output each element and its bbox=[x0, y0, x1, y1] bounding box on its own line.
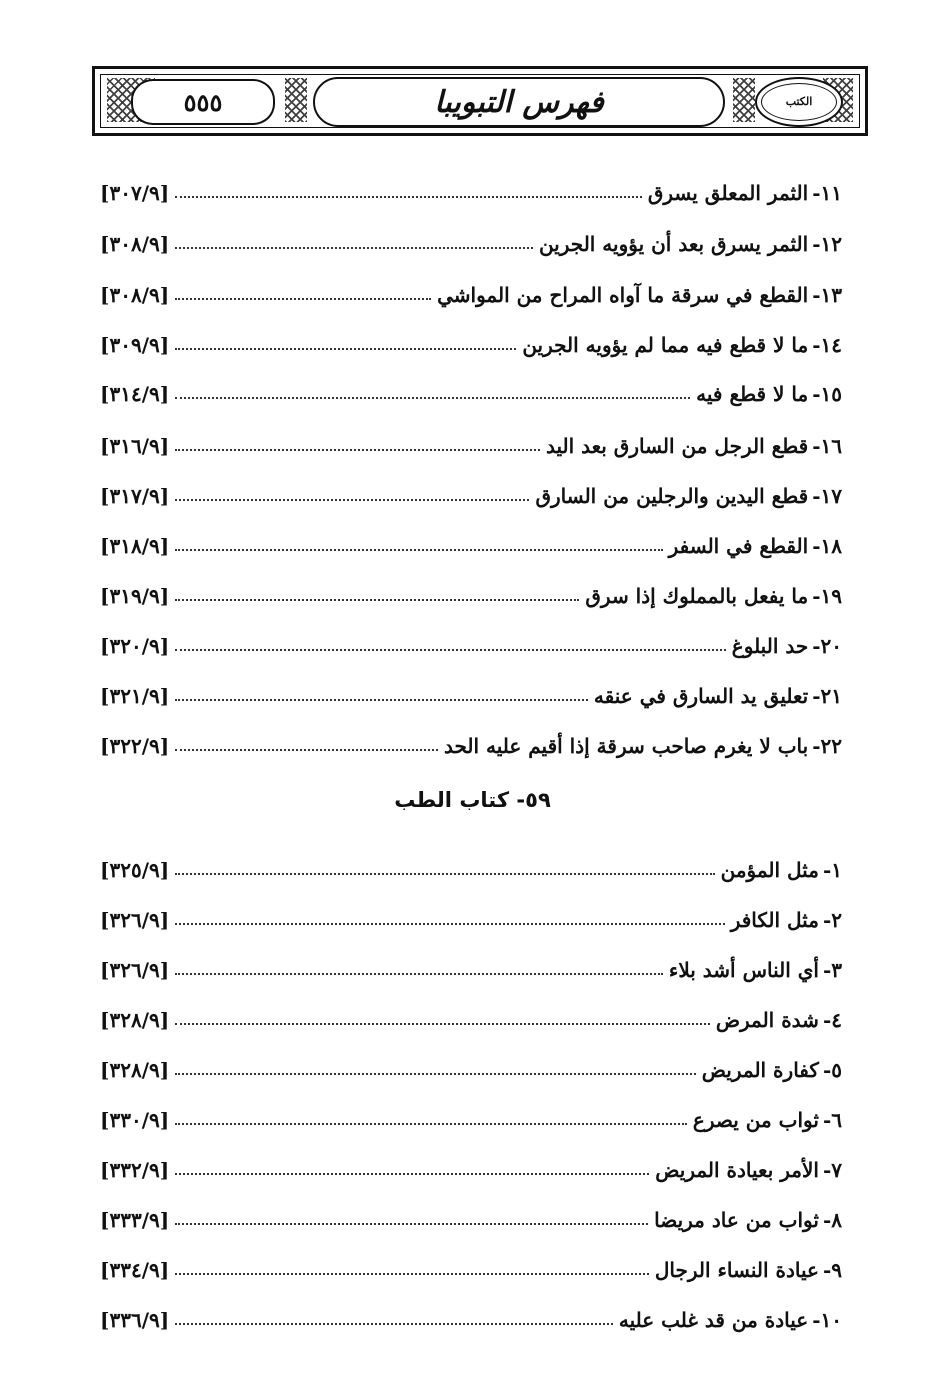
entry-reference: [٣٠٧/٩] bbox=[100, 181, 170, 205]
entry-title: تعليق يد السارق في عنقه bbox=[593, 684, 809, 708]
entry-number: ٤- bbox=[822, 1008, 842, 1032]
entry-title: القطع في سرقة ما آواه المراح من المواشي bbox=[437, 283, 809, 307]
ornament-pattern-mid-left bbox=[285, 78, 307, 122]
entry-reference: [٣٣٢/٩] bbox=[100, 1158, 170, 1182]
toc-entry bbox=[100, 516, 842, 556]
entry-number: ١٢- bbox=[812, 232, 842, 256]
dot-leader bbox=[175, 1073, 696, 1075]
entry-reference: [٣١٩/٩] bbox=[100, 584, 170, 608]
entry-number: ٩- bbox=[822, 1258, 842, 1282]
entry-title: عيادة من قد غلب عليه bbox=[618, 1308, 809, 1332]
dot-leader bbox=[175, 649, 726, 651]
entry-number: ٣- bbox=[822, 958, 842, 982]
entry-title: ما لا قطع فيه bbox=[696, 382, 809, 406]
entry-number: ١١- bbox=[812, 181, 842, 205]
page-number: ٥٥٥ bbox=[183, 87, 223, 117]
entry-number: ٥- bbox=[822, 1058, 842, 1082]
entry-reference: [٣٢٢/٩] bbox=[100, 734, 170, 758]
entry-reference: [٣٠٨/٩] bbox=[100, 232, 170, 256]
entry-number: ٢- bbox=[822, 908, 842, 932]
entry-number: ٦- bbox=[822, 1108, 842, 1132]
dot-leader bbox=[175, 298, 431, 300]
entry-title: ما لا قطع فيه مما لم يؤويه الجرين bbox=[522, 333, 809, 357]
entry-number: ١٩- bbox=[812, 584, 842, 608]
entry-reference: [٣١٦/٩] bbox=[100, 434, 170, 458]
entry-reference: [٣١٧/٩] bbox=[100, 484, 170, 508]
dot-leader bbox=[175, 247, 533, 249]
toc-entry bbox=[100, 416, 842, 456]
entry-number: ٢١- bbox=[812, 684, 842, 708]
entry-reference: [٣٢٠/٩] bbox=[100, 634, 170, 658]
entry-title: ثواب من يصرع bbox=[692, 1108, 819, 1132]
entry-title: مثل الكافر bbox=[730, 908, 819, 932]
section-heading: ٥٩- كتاب الطب bbox=[394, 788, 551, 812]
entry-number: ١٠- bbox=[812, 1308, 842, 1332]
toc-entry bbox=[100, 890, 842, 930]
entry-number: ١٧- bbox=[812, 484, 842, 508]
entry-title: شدة المرض bbox=[715, 1008, 819, 1032]
entry-reference: [٣٣٤/٩] bbox=[100, 1258, 170, 1282]
entry-title: باب لا يغرم صاحب سرقة إذا أقيم عليه الحد bbox=[443, 734, 809, 758]
entry-title: ما يفعل بالمملوك إذا سرق bbox=[585, 584, 809, 608]
entry-reference: [٣١٨/٩] bbox=[100, 534, 170, 558]
entry-title: الثمر يسرق بعد أن يؤويه الجرين bbox=[538, 232, 809, 256]
toc-entry bbox=[100, 666, 842, 706]
emblem-text: الكتب bbox=[785, 94, 813, 108]
entry-reference: [٣٠٩/٩] bbox=[100, 333, 170, 357]
entry-number: ١٨- bbox=[812, 534, 842, 558]
dot-leader bbox=[175, 599, 579, 601]
entry-title: الثمر المعلق يسرق bbox=[647, 181, 809, 205]
toc-entry bbox=[100, 364, 842, 404]
dot-leader bbox=[175, 923, 724, 925]
dot-leader bbox=[175, 348, 516, 350]
entry-title: مثل المؤمن bbox=[720, 858, 819, 882]
entry-title: القطع في السفر bbox=[668, 534, 809, 558]
page-header bbox=[92, 66, 868, 136]
dot-leader bbox=[175, 1123, 687, 1125]
entry-title: عيادة النساء الرجال bbox=[654, 1258, 819, 1282]
emblem-ring bbox=[761, 83, 837, 121]
dot-leader bbox=[175, 1273, 649, 1275]
toc-entry bbox=[100, 990, 842, 1030]
entry-number: ٢٠- bbox=[812, 634, 842, 658]
entry-number: ١٦- bbox=[812, 434, 842, 458]
entry-number: ٨- bbox=[822, 1208, 842, 1232]
entry-title: قطع الرجل من السارق بعد اليد bbox=[545, 434, 809, 458]
toc-entry bbox=[100, 265, 842, 305]
entry-number: ٢٢- bbox=[812, 734, 842, 758]
entry-number: ١٤- bbox=[812, 333, 842, 357]
dot-leader bbox=[175, 549, 662, 551]
entry-title: أي الناس أشد بلاء bbox=[668, 958, 819, 982]
entry-title: الأمر بعيادة المريض bbox=[655, 1158, 819, 1182]
dot-leader bbox=[175, 699, 588, 701]
entry-reference: [٣٢٦/٩] bbox=[100, 908, 170, 932]
entry-reference: [٣٢٦/٩] bbox=[100, 958, 170, 982]
entry-reference: [٣٣٦/٩] bbox=[100, 1308, 170, 1332]
toc-entry bbox=[100, 1140, 842, 1180]
entry-reference: [٣٣٣/٩] bbox=[100, 1208, 170, 1232]
entry-reference: [٣٠٨/٩] bbox=[100, 283, 170, 307]
toc-entry bbox=[100, 616, 842, 656]
entry-reference: [٣٢٨/٩] bbox=[100, 1058, 170, 1082]
toc-entry bbox=[100, 1090, 842, 1130]
entry-number: ٧- bbox=[822, 1158, 842, 1182]
toc-entry bbox=[100, 716, 842, 756]
dot-leader bbox=[175, 449, 540, 451]
entry-title: قطع اليدين والرجلين من السارق bbox=[535, 484, 809, 508]
dot-leader bbox=[175, 1223, 648, 1225]
page-number-cartouche bbox=[131, 79, 275, 125]
entry-reference: [٣٢٨/٩] bbox=[100, 1008, 170, 1032]
dot-leader bbox=[175, 1323, 613, 1325]
toc-entry bbox=[100, 214, 842, 254]
dot-leader bbox=[175, 196, 642, 198]
dot-leader bbox=[175, 749, 438, 751]
publisher-emblem-icon bbox=[755, 77, 843, 127]
ornament-pattern-mid-right bbox=[733, 78, 755, 122]
toc-entry bbox=[100, 1290, 842, 1330]
dot-leader bbox=[175, 1023, 710, 1025]
toc-entry bbox=[100, 315, 842, 355]
toc-entry bbox=[100, 466, 842, 506]
toc-entry bbox=[100, 940, 842, 980]
toc-entry bbox=[100, 1040, 842, 1080]
entry-reference: [٣٢١/٩] bbox=[100, 684, 170, 708]
entry-title: كفارة المريض bbox=[701, 1058, 819, 1082]
dot-leader bbox=[175, 1173, 649, 1175]
dot-leader bbox=[175, 397, 690, 399]
dot-leader bbox=[175, 973, 663, 975]
entry-title: ثواب من عاد مريضا bbox=[654, 1208, 819, 1232]
toc-entry bbox=[100, 566, 842, 606]
toc-entry bbox=[100, 1240, 842, 1280]
toc-entry bbox=[100, 1190, 842, 1230]
dot-leader bbox=[175, 873, 714, 875]
entry-number: ١- bbox=[822, 858, 842, 882]
entry-number: ١٣- bbox=[812, 283, 842, 307]
header-title-frame bbox=[313, 77, 725, 127]
entry-number: ١٥- bbox=[812, 382, 842, 406]
toc-entry bbox=[100, 163, 842, 203]
entry-reference: [٣٣٠/٩] bbox=[100, 1108, 170, 1132]
toc-entry bbox=[100, 840, 842, 880]
entry-title: حد البلوغ bbox=[731, 634, 809, 658]
entry-reference: [٣١٤/٩] bbox=[100, 382, 170, 406]
dot-leader bbox=[175, 499, 529, 501]
header-title: فهرس التبويبا bbox=[434, 84, 604, 120]
entry-reference: [٣٢٥/٩] bbox=[100, 858, 170, 882]
